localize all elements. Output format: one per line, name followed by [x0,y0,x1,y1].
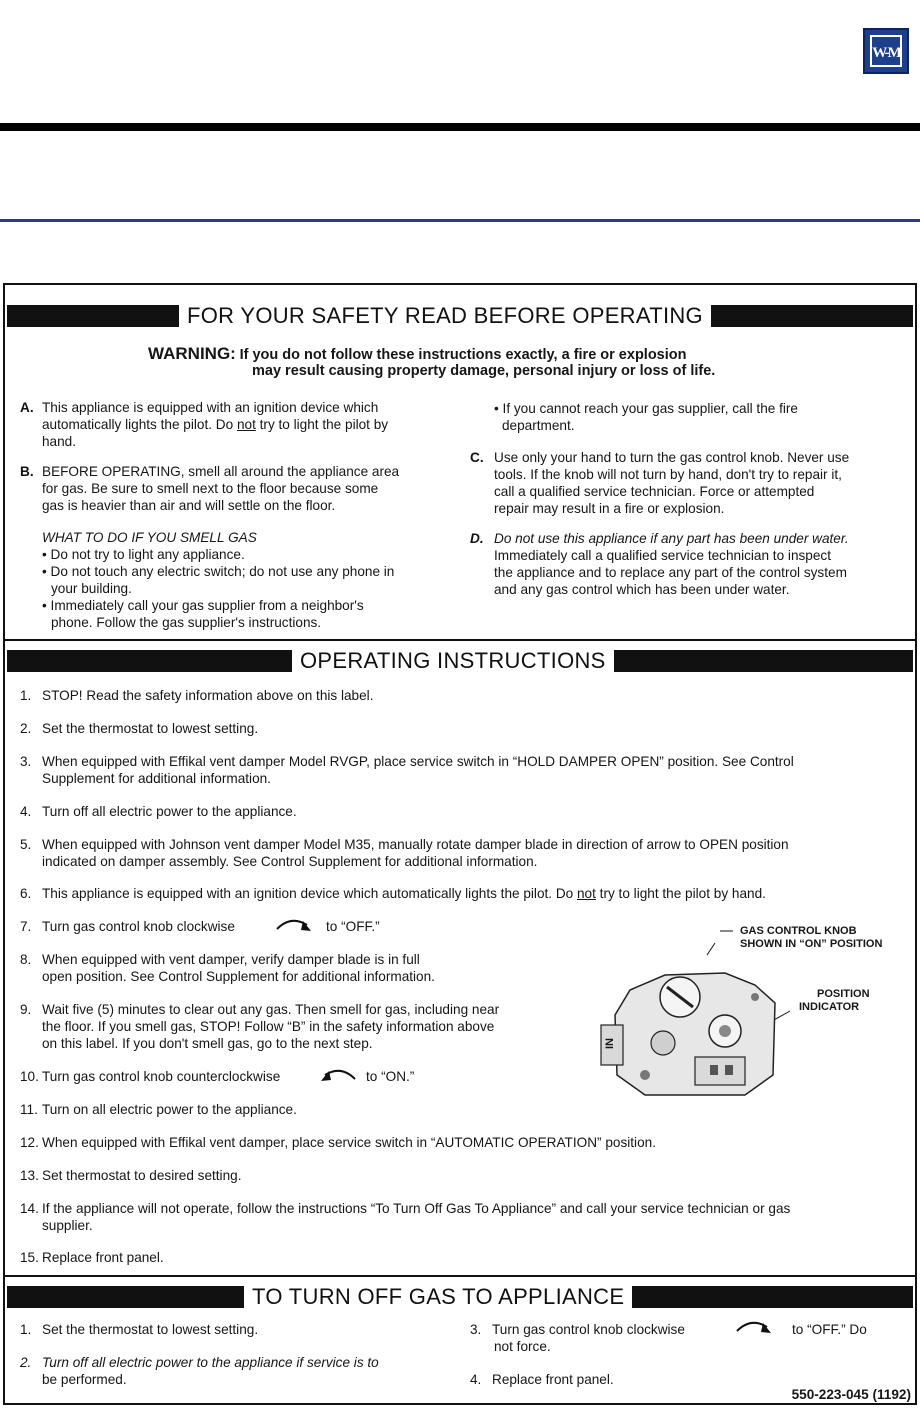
item-d-line-3: the appliance and to replace any part of the control system [494,565,847,580]
op-step-11: 11. Turn on all electric power to the appliance. [20,1102,297,1117]
knob-label-1: GAS CONTROL KNOB [740,925,857,937]
op-step-14: 14. If the appliance will not operate, follow the instructions “To Turn Off Gas To Appliance” and call your service technician or gas [20,1201,791,1216]
item-b-line-2: for gas. Be sure to smell next to the floor because some [42,481,379,496]
op-step-5-cont: indicated on damper assembly. See Control Supplement for additional information. [42,854,538,869]
op-step-7-off: to “OFF.” [326,919,380,934]
item-c-line-3: call a qualified service technician. Force or attempted [494,484,815,499]
op-step-2: 2. Set the thermostat to lowest setting. [20,721,259,736]
smell-item-4-cont: department. [502,418,575,433]
off-step-3-cont: not force. [494,1339,551,1354]
header-rule-blue [0,219,920,222]
item-d-line-4: and any gas control which has been under water. [494,582,790,597]
off-step-4: 4. Replace front panel. [470,1372,614,1387]
section-divider-1 [5,639,915,641]
smell-item-1: • Do not try to light any appliance. [42,547,245,562]
header-rule-black [0,123,920,131]
smell-item-3-cont: phone. Follow the gas supplier's instructions. [51,615,322,630]
item-c-line-1: Use only your hand to turn the gas control knob. Never use [494,450,850,465]
smell-item-3: • Immediately call your gas supplier from a neighbor's [42,598,364,613]
item-c-line-2: tools. If the knob will not turn by hand, don't try to repair it, [494,467,842,482]
warning-line-1 [148,345,687,364]
item-c-line-4: repair may result in a fire or explosion. [494,501,725,516]
op-step-7: 7. Turn gas control knob clockwise [20,919,235,934]
op-step-10-on: to “ON.” [366,1069,415,1084]
smell-item-2-cont: your building. [51,581,132,596]
op-step-12: 12. When equipped with Effikal vent damper, place service switch in “AUTOMATIC OPERATION” position. [20,1135,656,1150]
clockwise-arrow-icon-2 [733,1315,777,1337]
indicator-label-1: POSITION [817,988,870,1000]
warning-text-1: If you do not follow these instructions exactly, a fire or explosion [239,347,687,363]
op-step-1: 1. STOP! Read the safety information above on this label. [20,688,374,703]
op-step-3-cont: Supplement for additional information. [42,771,271,786]
off-step-3-off: to “OFF.” Do [792,1322,867,1337]
operating-title: OPERATING INSTRUCTIONS [292,650,614,672]
gas-control-valve-diagram [585,925,817,1110]
smell-item-4: • If you cannot reach your gas supplier, call the fire [494,401,798,416]
item-d-letter: D. [470,531,484,546]
indicator-label-2: INDICATOR [799,1001,860,1013]
off-step-2-cont: be performed. [42,1372,127,1387]
knob-label-2: SHOWN IN “ON” POSITION [740,938,883,950]
op-step-9-cont-2: on this label. If you don't smell gas, go to the next step. [42,1036,373,1051]
warning-label: WARNING: [148,344,236,363]
item-d-line-1: Do not use this appliance if any part has been under water. [494,531,849,546]
wm-logo-icon: W-M [870,35,902,67]
item-a-letter: A. [20,400,34,415]
op-step-14-cont: supplier. [42,1218,93,1233]
inlet-label: IN [604,1038,616,1049]
section-divider-2 [5,1275,915,1277]
item-b-letter: B. [20,464,34,479]
item-c-letter: C. [470,450,484,465]
wm-logo [863,28,909,74]
off-step-3: 3. Turn gas control knob clockwise [470,1322,685,1337]
op-step-10: 10. Turn gas control knob counterclockwise [20,1069,281,1084]
counterclockwise-arrow-icon [315,1063,359,1085]
op-step-5: 5. When equipped with Johnson vent damper Model M35, manually rotate damper blade in direction of arrow to OPEN position [20,837,789,852]
op-step-8-cont: open position. See Control Supplement for additional information. [42,969,435,984]
op-step-3: 3. When equipped with Effikal vent damper Model RVGP, place service switch in “HOLD DAMPER OPEN” position. See Control [20,754,794,769]
op-step-6: 6. This appliance is equipped with an ignition device which automatically lights the pilot. Do not try to light the pilot by hand. [20,886,766,901]
off-step-2: 2. Turn off all electric power to the appliance if service is to [20,1355,379,1370]
smell-item-2: • Do not touch any electric switch; do not use any phone in [42,564,395,579]
op-step-9-cont-1: the floor. If you smell gas, STOP! Follow “B” in the safety information above [42,1019,495,1034]
part-number: 550-223-045 (1192) [791,1387,911,1402]
warning-text-2: may result causing property damage, personal injury or loss of life. [252,363,716,379]
item-b-line-3: gas is heavier than air and will settle on the floor. [42,498,336,513]
op-step-15: 15. Replace front panel. [20,1250,164,1265]
op-step-9: 9. Wait five (5) minutes to clear out any gas. Then smell for gas, including near [20,1002,500,1017]
item-a-line-1: This appliance is equipped with an ignition device which [42,400,379,415]
safety-title: FOR YOUR SAFETY READ BEFORE OPERATING [179,305,711,327]
smell-heading: WHAT TO DO IF YOU SMELL GAS [42,530,257,545]
turn-off-title: TO TURN OFF GAS TO APPLIANCE [244,1286,632,1308]
item-a-line-3: hand. [42,434,77,449]
clockwise-arrow-icon [273,913,317,935]
operating-label [3,283,917,1405]
op-step-13: 13. Set thermostat to desired setting. [20,1168,242,1183]
op-step-8: 8. When equipped with vent damper, verify damper blade is in full [20,952,420,967]
item-a-line-2: automatically lights the pilot. Do not try to light the pilot by [42,417,389,432]
off-step-1: 1. Set the thermostat to lowest setting. [20,1322,259,1337]
item-b-line-1: BEFORE OPERATING, smell all around the appliance area [42,464,400,479]
op-step-4: 4. Turn off all electric power to the appliance. [20,804,297,819]
item-d-line-2: Immediately call a qualified service technician to inspect [494,548,831,563]
